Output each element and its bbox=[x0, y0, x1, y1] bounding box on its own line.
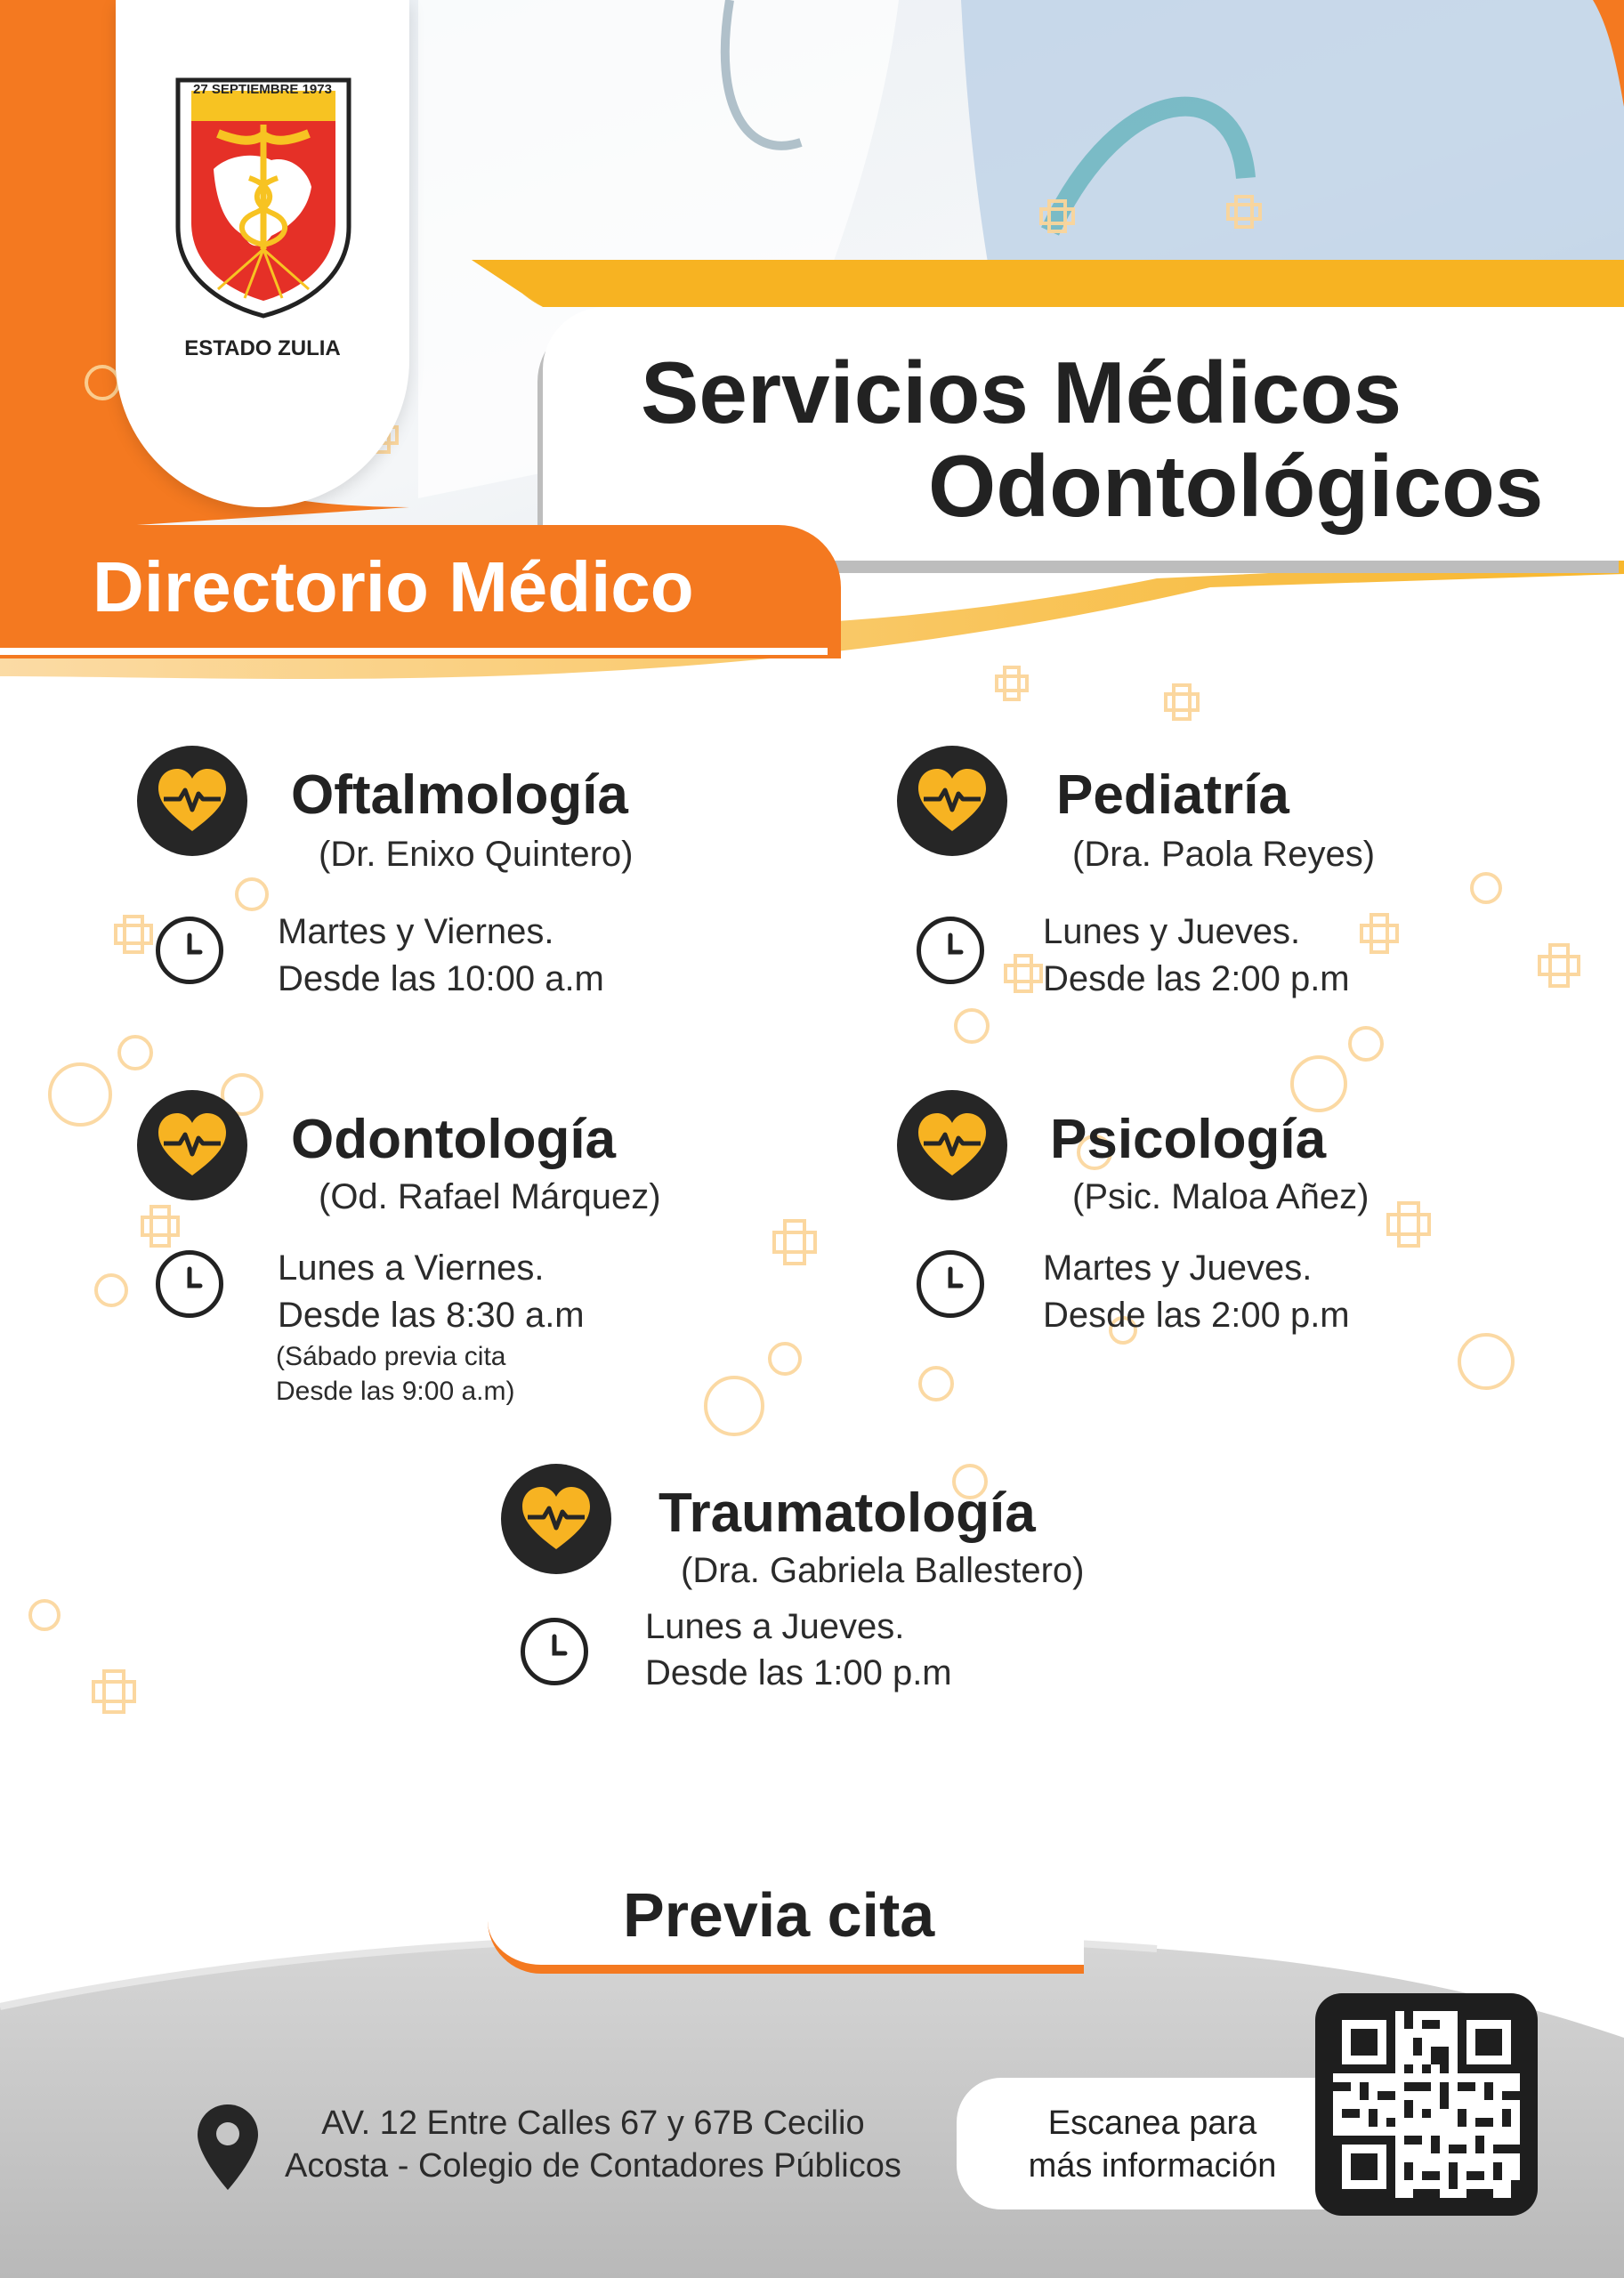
scan-line2: más información bbox=[1028, 2147, 1277, 2185]
service-title: Oftalmología bbox=[291, 764, 628, 826]
service-title: Traumatología bbox=[658, 1482, 1036, 1544]
clock-icon bbox=[917, 1250, 984, 1318]
heart-pulse-icon bbox=[137, 1090, 247, 1200]
clock-icon bbox=[156, 1250, 223, 1318]
service-doctor: (Dr. Enixo Quintero) bbox=[319, 835, 634, 874]
service-doctor: (Dra. Gabriela Ballestero) bbox=[681, 1551, 1085, 1590]
service-doctor: (Psic. Maloa Añez) bbox=[1072, 1177, 1369, 1216]
service-note-line1: (Sábado previa cita bbox=[276, 1342, 506, 1371]
service-hours: Desde las 8:30 a.m bbox=[278, 1296, 585, 1335]
service-note-line2: Desde las 9:00 a.m) bbox=[276, 1377, 515, 1406]
scan-text bbox=[988, 2102, 1317, 2187]
address-line2: Acosta - Colegio de Contadores Públicos bbox=[285, 2147, 901, 2185]
heart-pulse-icon bbox=[137, 746, 247, 856]
page-title-line1: Servicios Médicos bbox=[641, 343, 1402, 441]
service-title: Odontología bbox=[291, 1109, 617, 1170]
service-days: Lunes y Jueves. bbox=[1043, 912, 1301, 951]
tab-underline bbox=[0, 648, 828, 655]
address bbox=[285, 2102, 901, 2187]
clock-icon bbox=[917, 917, 984, 984]
heart-pulse-icon bbox=[897, 746, 1007, 856]
service-title: Pediatría bbox=[1056, 764, 1289, 826]
service-title: Psicología bbox=[1050, 1109, 1327, 1170]
service-days: Martes y Jueves. bbox=[1043, 1248, 1313, 1288]
page-title-line2: Odontológicos bbox=[928, 437, 1544, 535]
clock-icon bbox=[521, 1618, 588, 1685]
heart-pulse-icon bbox=[897, 1090, 1007, 1200]
service-days: Lunes a Jueves. bbox=[645, 1607, 905, 1646]
logo-top-text: 27 SEPTIEMBRE 1973 bbox=[193, 82, 332, 97]
logo-card bbox=[116, 0, 409, 507]
clock-icon bbox=[156, 917, 223, 984]
yellow-band bbox=[472, 260, 1624, 307]
location-pin-icon bbox=[198, 2104, 258, 2190]
heart-pulse-icon bbox=[501, 1464, 611, 1574]
service-hours: Desde las 1:00 p.m bbox=[645, 1653, 952, 1692]
service-hours: Desde las 2:00 p.m bbox=[1043, 1296, 1350, 1335]
service-hours: Desde las 10:00 a.m bbox=[278, 959, 604, 998]
service-doctor: (Dra. Paola Reyes) bbox=[1072, 835, 1376, 874]
service-days: Lunes a Viernes. bbox=[278, 1248, 545, 1288]
section-tab-label: Directorio Médico bbox=[93, 547, 694, 626]
college-logo-emblem bbox=[165, 71, 362, 320]
service-doctor: (Od. Rafael Márquez) bbox=[319, 1177, 661, 1216]
service-days: Martes y Viernes. bbox=[278, 912, 554, 951]
address-line1: AV. 12 Entre Calles 67 y 67B Cecilio bbox=[321, 2104, 865, 2142]
logo-bottom-text: ESTADO ZULIA bbox=[184, 336, 341, 360]
service-hours: Desde las 2:00 p.m bbox=[1043, 959, 1350, 998]
previa-cita-label: Previa cita bbox=[623, 1880, 935, 1950]
scan-line1: Escanea para bbox=[1047, 2104, 1257, 2142]
qr-code-icon[interactable] bbox=[1315, 1993, 1538, 2216]
